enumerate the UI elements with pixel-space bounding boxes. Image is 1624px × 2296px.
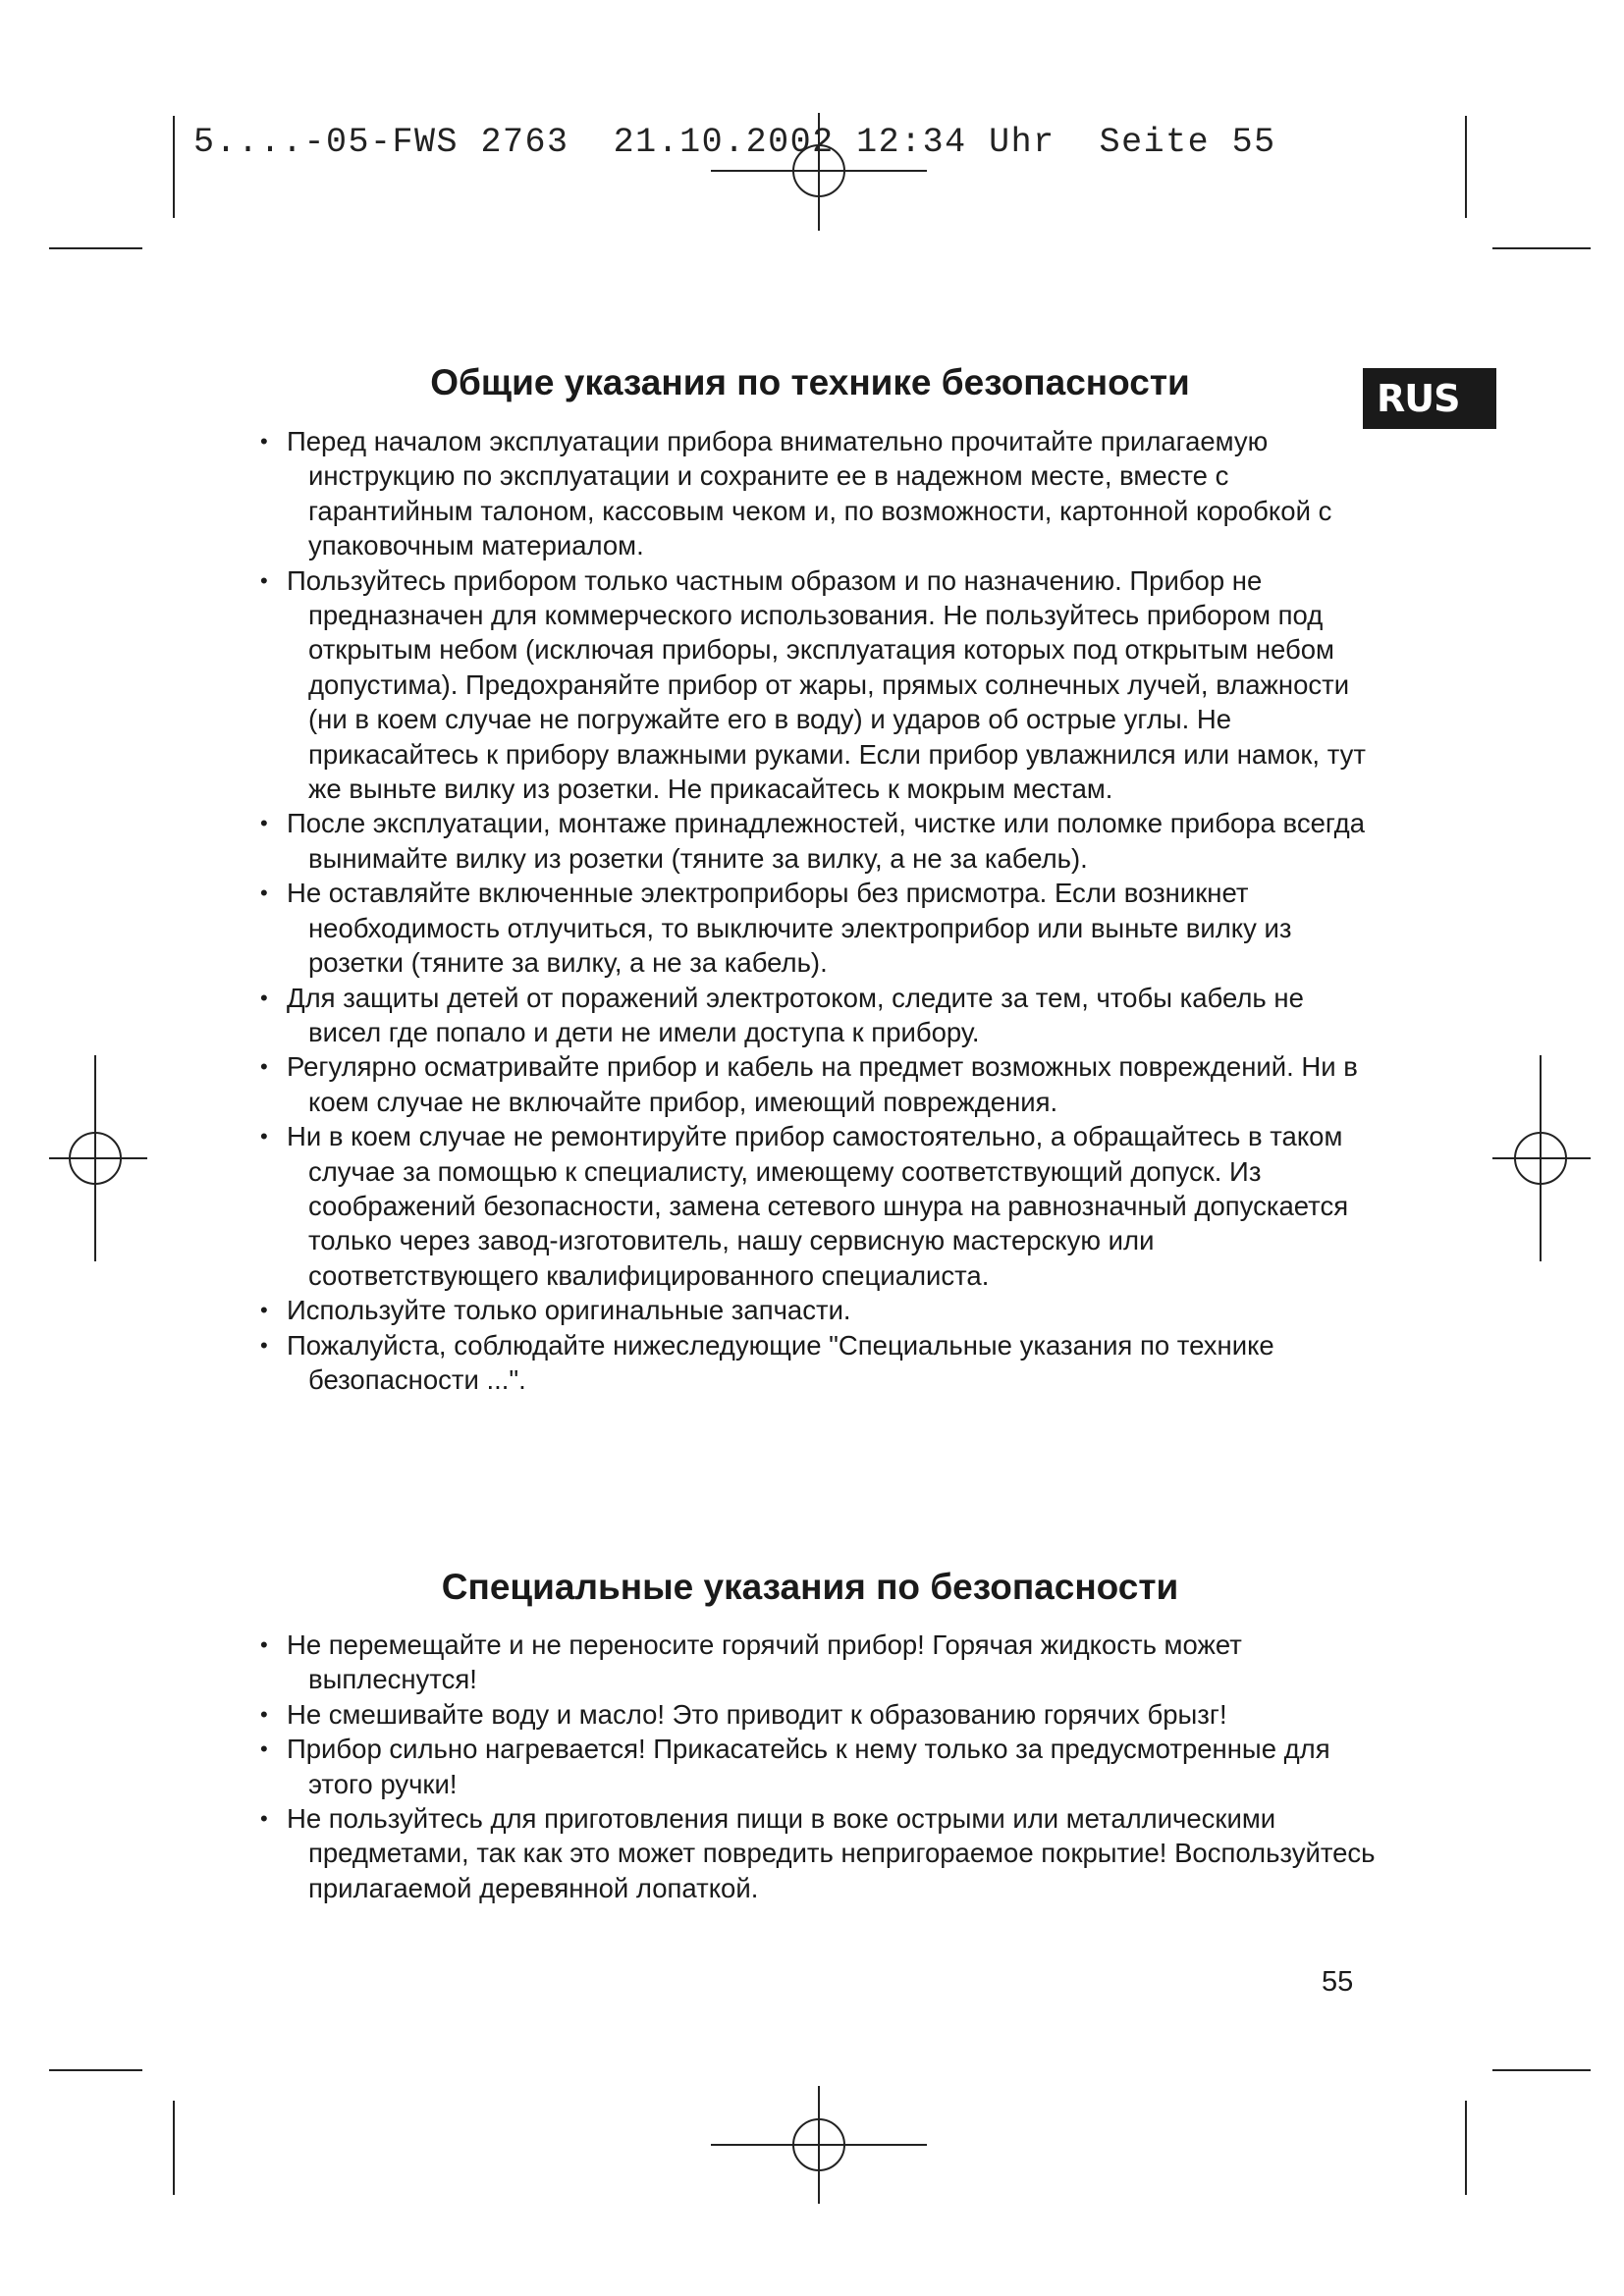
page-number: 55 [1322,1966,1354,1998]
registration-mark-right [1492,1055,1591,1261]
list-item: • Используйте только оригинальные запчасти. [260,1293,1380,1327]
general-safety-list [260,424,1380,1397]
section-title-general-safety: Общие указания по технике безопасности [430,362,1190,402]
list-item: • Пользуйтесь прибором только частным образом и по назначению. Прибор не предназначен для коммерческого использования. Не пользуйтесь прибором под открытым небом (исключая приборы, эксплуатация которых под открытым небом допустима). Предохраняйте прибор от жары, прямых солнечных лучей, влажности (ни в коем случае не погружайте его в воду) и ударов об острые углы. Не прикасайтесь к прибору влажными руками. Если прибор увлажнился или намок, тут же выньте вилку из розетки. Не прикасайтесь к мокрым местам. [260,563,1380,807]
list-item: • Регулярно осматривайте прибор и кабель на предмет возможных повреждений. Ни в коем случае не включайте прибор, имеющий повреждения. [260,1049,1380,1119]
list-item: • Перед началом эксплуатации прибора внимательно прочитайте прилагаемую инструкцию по эксплуатации и сохраните ее в надежном месте, вместе с гарантийным талоном, кассовым чеком и, по возможности, картонной коробкой с упаковочным материалом. [260,424,1380,563]
list-item: • Не оставляйте включенные электроприборы без присмотра. Если возникнет необходимость отлучиться, то выключите электроприбор или выньте вилку из розетки (тяните за вилку, а не за кабель). [260,876,1380,980]
print-header: 5....-05-FWS 2763 21.10.2002 12:34 Uhr Seite 55 [193,123,1276,162]
list-item: • Пожалуйста, соблюдайте нижеследующие "Специальные указания по технике безопасности ...". [260,1328,1380,1398]
list-item: • Не смешивайте воду и масло! Это приводит к образованию горячих брызг! [260,1697,1380,1732]
section-title-special-safety: Специальные указания по безопасности [441,1567,1179,1607]
list-item: • Не пользуйтесь для приготовления пищи в воке острыми или металлическими предметами, так как это может повредить непригораемое покрытие! Воспользуйтесь прилагаемой деревянной лопаткой. [260,1801,1380,1905]
language-tab: RUS [1363,368,1496,429]
special-safety-list [260,1628,1380,1905]
list-item: • После эксплуатации, монтаже принадлежностей, чистке или поломке прибора всегда вынимайте вилку из розетки (тяните за вилку, а не за кабель). [260,806,1380,876]
list-item: • Прибор сильно нагревается! Прикасатейсь к нему только за предусмотренные для этого ручки! [260,1732,1380,1801]
registration-mark-bottom [711,2086,927,2204]
list-item: • Ни в коем случае не ремонтируйте прибор самостоятельно, а обращайтесь в таком случае за помощью к специалисту, имеющему соответствующий допуск. Из соображений безопасности, замена сетевого шнура на равнозначный допускается только через завод-изготовитель, нашу сервисную мастерскую или соответствующего квалифицированного специалиста. [260,1119,1380,1293]
list-item: • Для защиты детей от поражений электротоком, следите за тем, чтобы кабель не висел где попало и дети не имели доступа к прибору. [260,981,1380,1050]
registration-mark-left [49,1055,147,1261]
list-item: • Не перемещайте и не переносите горячий прибор! Горячая жидкость может выплеснутся! [260,1628,1380,1697]
